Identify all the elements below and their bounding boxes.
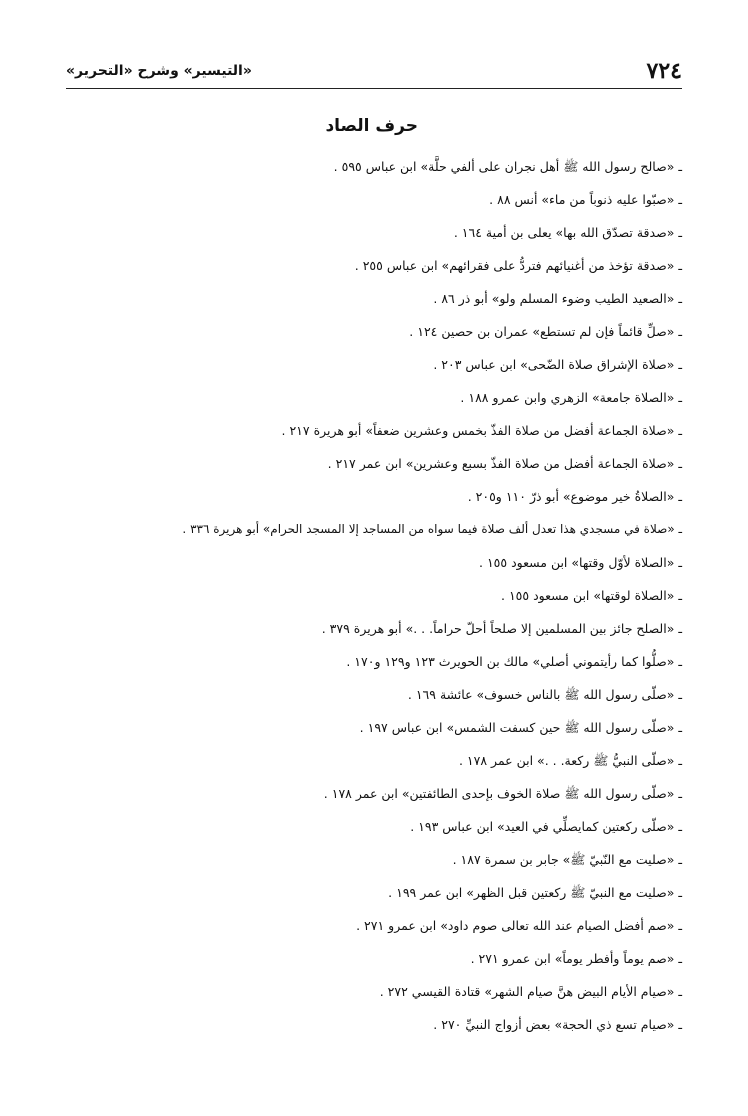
list-item: ـ «صلِّ قائماً فإن لم تستطع» عمران بن حصين ١٢٤ . bbox=[409, 324, 682, 339]
list-item: ـ «صلّى ركعتين كمايصلِّي في العيد» ابن عباس ١٩٣ . bbox=[410, 819, 682, 834]
list-item: ـ «صيام تسع ذي الحجة» بعض أزواج النبيِّ ٢٧٠ . bbox=[433, 1017, 682, 1032]
page-header bbox=[66, 56, 682, 86]
list-item: ـ «الصلاة جامعة» الزهري وابن عمرو ١٨٨ . bbox=[460, 390, 682, 405]
page-number: ٧٢٤ bbox=[646, 58, 682, 84]
list-item: ـ «الصلاة لوقتها» ابن مسعود ١٥٥ . bbox=[500, 588, 682, 603]
list-item: ـ «صليت مع النبيّ ﷺ ركعتين قبل الظهر» ابن عمر ١٩٩ . bbox=[388, 885, 682, 900]
list-item: ـ «صلّى رسول الله ﷺ حين كسفت الشمس» ابن عباس ١٩٧ . bbox=[359, 720, 682, 735]
list-item: ـ «صلاة الجماعة أفضل من صلاة الفذّ بخمس وعشرين ضعفاً» أبو هريرة ٢١٧ . bbox=[281, 423, 682, 438]
list-item: ـ «صلّى النبيُّ ﷺ ركعة. . .» ابن عمر ١٧٨ . bbox=[458, 753, 682, 768]
list-item: ـ «صلاة في مسجدي هذا تعدل ألف صلاة فيما سواه من المساجد إلا المسجد الحرام» أبو هريرة ٣٣٦ . bbox=[182, 522, 682, 536]
list-item: ـ «صيام الأيام البيض هنَّ صيام الشهر» قتادة القيسي ٢٧٢ . bbox=[379, 984, 682, 999]
list-item: ـ «الصلاة لأوّل وقتها» ابن مسعود ١٥٥ . bbox=[478, 555, 682, 570]
list-item: ـ «صلّى رسول الله ﷺ بالناس خسوف» عائشة ١٦٩ . bbox=[407, 687, 682, 702]
list-item: ـ «صم أفضل الصيام عند الله تعالى صوم داود» ابن عمرو ٢٧١ . bbox=[356, 918, 682, 933]
list-item: ـ «الصلح جائز بين المسلمين إلا صلحاً أحلّ حراماً. . .» أبو هريرة ٣٧٩ . bbox=[321, 621, 682, 636]
list-item: ـ «صبّوا عليه ذنوباً من ماء» أنس ٨٨ . bbox=[489, 192, 682, 207]
list-item: ـ «صالح رسول الله ﷺ أهل نجران على ألفي حلَّة» ابن عباس ٥٩٥ . bbox=[333, 159, 682, 174]
list-item: ـ «صلاة الجماعة أفضل من صلاة الفذّ بسبع وعشرين» ابن عمر ٢١٧ . bbox=[327, 456, 682, 471]
list-item: ـ «صدقة تؤخذ من أغنيائهم فتردُّ على فقرائهم» ابن عباس ٢٥٥ . bbox=[354, 258, 682, 273]
hadith-index-list bbox=[0, 150, 682, 1041]
header-divider bbox=[66, 88, 682, 89]
list-item: ـ «صليت مع النّبيّ ﷺ» جابر بن سمرة ١٨٧ . bbox=[452, 852, 682, 867]
list-item: ـ «صم يوماً وأفطر يوماً» ابن عمرو ٢٧١ . bbox=[470, 951, 682, 966]
list-item: ـ «الصلاةُ خير موضوع» أبو ذرّ ١١٠ و٢٠٥ . bbox=[467, 489, 682, 504]
section-title: حرف الصاد bbox=[325, 116, 418, 136]
list-item: ـ «صلاة الإشراق صلاة الضّحى» ابن عباس ٢٠٣ . bbox=[433, 357, 682, 372]
list-item: ـ «صلُّوا كما رأيتموني أصلي» مالك بن الحويرث ١٢٣ و١٢٩ و١٧٠ . bbox=[346, 654, 682, 669]
list-item: ـ «صلّى رسول الله ﷺ صلاة الخوف بإحدى الطائفتين» ابن عمر ١٧٨ . bbox=[323, 786, 682, 801]
list-item: ـ «الصعيد الطيب وضوء المسلم ولو» أبو ذر ٨٦ . bbox=[433, 291, 682, 306]
list-item: ـ «صدقة تصدّق الله بها» يعلى بن أمية ١٦٤ . bbox=[453, 225, 682, 240]
running-title: «التيسير» وشرح «التحرير» bbox=[66, 63, 252, 79]
